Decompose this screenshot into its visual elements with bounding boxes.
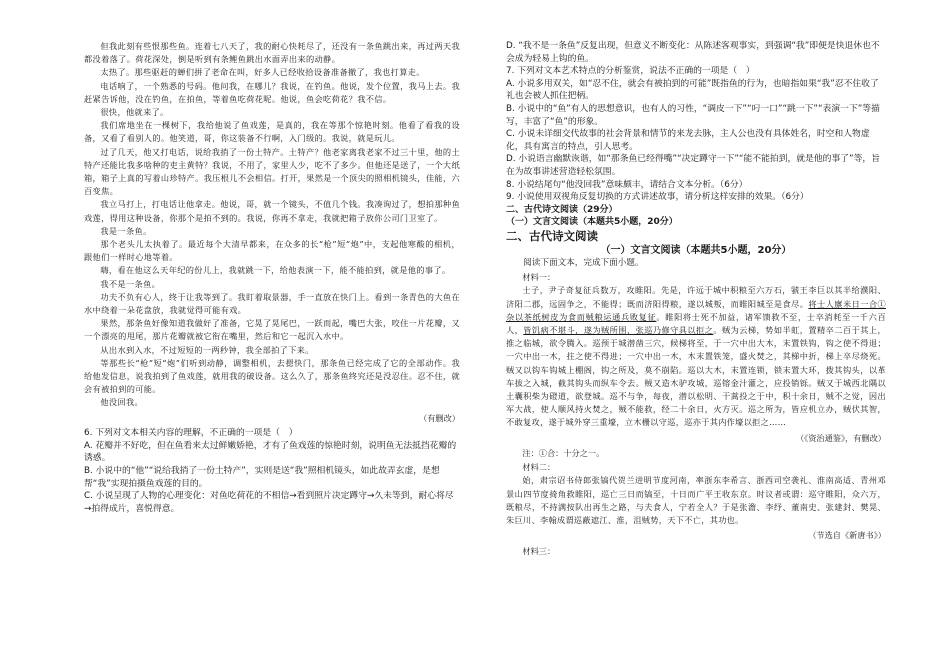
story-source: （有删改） bbox=[419, 412, 460, 423]
material-1-mid-1: 。睢阳将士死不加益，诸军馈救不至，士卒消耗至一千六百人， bbox=[506, 311, 886, 335]
right-column bbox=[506, 40, 886, 558]
q6-option-d: D. “我不是一条鱼”反复出现，但意义不断变化：从陈述客观事实，到强调“我”即便是快退休也不会成为轻易上钩的鱼。 bbox=[506, 41, 880, 64]
material-1-label: 材料一： bbox=[522, 271, 556, 282]
material-1-pre: 士子，尹子奇复征兵数万，攻睢阳。先是，许远于城中积粮至六万石，虢王李巨以其半给濮阳、济阳二郡，远固争之，不能得；既而济阳得粮，遂以城叛，而睢阳城至是食尽。 bbox=[506, 285, 886, 309]
section-heading-small: 二、古代诗文阅读（29分） bbox=[506, 204, 618, 215]
story-paragraph: 太热了。那些驱赶的蝉们拼了老命在叫，好多人已经收拾设备准备撤了，我也打算走。 bbox=[100, 67, 425, 78]
q7-stem: 7. 下列对文本艺术特点的分析鉴赏，说法不正确的一项是（ ） bbox=[506, 66, 755, 77]
story-paragraph: 但我此刻有些恨那些鱼。连着七八天了，我的耐心快耗尽了，还没有一条鱼跳出来，再过两天我都没着落了。荷花深处，倒是听到有条鲤鱼跳出水面弄出来的动静。 bbox=[84, 41, 460, 65]
material-1-underline-1: 将士人廪米日一合①杂以茶纸树皮为食而贼粮运通兵败复征 bbox=[506, 298, 886, 322]
reading-instruction: 阅读下面文本，完成下面小题。 bbox=[523, 258, 644, 269]
q7-option-d: D. 小说语言幽默诙谐，如“那条鱼已经得嘴”“决定蹲守一下”“能不能拍到，就是他的事了”等，旨在为故事讲述营造轻松氛围。 bbox=[506, 154, 880, 177]
question-9: 9. 小说使用双视角反复切换的方式讲述故事，请分析这样安排的效果。（6分） bbox=[506, 192, 809, 203]
story-paragraph: 我们席地坐在一棵树下，我给他说了鱼戏莲，是真的，我在等那个惊艳时刻。他看了看我的设备，又看了看别人的。他笑道，哥，你这装备不行啊，入门级的。我说，就是玩儿。 bbox=[84, 120, 460, 144]
q6-option-c: C. 小说呈现了人物的心理变化：对鱼吃荷花的不相信→看到照片决定蹲守→久未等到，耐心将尽→拍得成片，喜悦得意。 bbox=[84, 491, 454, 514]
left-column bbox=[84, 40, 460, 515]
q6-option-b: B. 小说中的“他”“说给我捎了一份土特产”，实则是送“我”照相机镜头，如此故弄玄虚，是想帮“我”实现拍摄鱼戏莲的目的。 bbox=[84, 466, 440, 489]
q6-stem: 6. 下列对文本相关内容的理解，不正确的一项是（ ） bbox=[84, 428, 298, 439]
story-paragraph: 我是一条鱼。 bbox=[100, 225, 152, 236]
story-paragraph: 那个老头儿太执着了。最近每个大清早都来，在众多的长“枪”短“炮”中，支起他寒酸的相机，跟他们一样时心地等着。 bbox=[84, 239, 460, 263]
material-1-note: 注：①合：十分之一。 bbox=[522, 448, 605, 459]
material-1-mid-2: 。贼为云梯，势如半虹，置精卒二百于其上，推之临城，欲令腾入。巡预于城潜凿三穴，候梯将至，于一穴中出大木，末置铁钩，钩之使不得退；一穴中出一木，拄之使不得进；一穴中出一木，木末置铁笼，盛火焚之，其梯中折，梯上卒尽烧死。贼又以钩车钩城上棚阁，钩之所及，莫不崩陷。巡以大木，末置连锁，锁末置大环，拨其钩头，以革车拔之入城，截其钩头而纵车令去。贼又造木驴攻城，巡镕金汁灌之，应投销铄。贼又于城西北隅以土囊积柴为磴道，欲登城。巡不与争，每夜，潜以松明、干蒿投之于中，积十余日，贼不之觉，因出军大战，使人顺风持火焚之，贼不能救，经二十余日，火方灭。巡之所为，皆应机立办，贼伏其智，不敢复攻，遂于城外穿三重壕，立木栅以守巡，巡亦于其内作壕以拒之…… bbox=[506, 324, 886, 428]
story-paragraph: 我不是一条鱼。 bbox=[100, 278, 161, 289]
story-paragraph: 过了几天，他又打电话，说给我捎了一份土特产。土特产？他老家离我老家不过三十里，他的土特产还能比我多啥种的吏主黄特？我说，不用了，家里人少，吃不了多少。但他还是送了，一个大纸箱，箱子上真的写着山珍特产。我压根儿不会相信。打开，果然是一个顶尖的照相机镜头，佳能，六百变焦。 bbox=[84, 146, 460, 197]
story-text bbox=[84, 40, 460, 425]
question-7 bbox=[506, 65, 886, 178]
story-paragraph: 等那些长“枪”短“炮”们听到动静，调整相机，去摁快门，那条鱼已经完成了它的全部动作。我给他发信息，说我拍到了鱼戏莲，就用我的破设备。这么久了，那条鱼终究还是没忍住。忍不住，就会有被拍到的可能。 bbox=[84, 357, 460, 395]
material-1-text bbox=[506, 284, 886, 429]
section-subheading: （一）文言文阅读（本题共5小题，20分） bbox=[600, 244, 792, 256]
q6-option-a: A. 花瓣并不好吃，但在鱼看来太过鲜嫩娇艳，才有了鱼戏莲的惊艳时刻，说明鱼无法抵挡花瓣的诱惑。 bbox=[84, 440, 457, 464]
q7-option-a: A. 小说多用双关，如“忍不住，就会有被拍到的可能”既指鱼的行为，也暗指如果“我”忍不住收了礼也会被人抓住把柄。 bbox=[506, 78, 879, 102]
material-2-source: （节选自《新唐书》） bbox=[808, 530, 886, 541]
material-1-source: （《资治通鉴》，有删改） bbox=[795, 432, 886, 443]
question-8: 8. 小说结尾句“他没回我”意味颇丰，请结合文本分析。（6分） bbox=[506, 179, 748, 190]
story-paragraph: 果然，那条鱼好像知道我做好了准备，它晃了晃尾巴，一跃而起，嘴巴大张，咬住一片花瓣，又一个漂亮的甩尾，那片花瓣就被它衔在嘴里，然后和它一起沉入水中。 bbox=[84, 318, 460, 342]
material-2-label: 材料二： bbox=[522, 461, 556, 472]
story-paragraph: 嗨，看在他这么天年纪的份儿上，我就跳一下，给他表演一下，能不能拍到，就是他的事了。 bbox=[100, 265, 451, 276]
q7-option-b: B. 小说中的“鱼”有人的思想意识，也有人的习性，“调皮一下”“叼一口”“跳一下”“表演一下”等描写，丰富了“鱼”的形象。 bbox=[506, 103, 880, 127]
story-paragraph: 很快，他就来了。 bbox=[100, 107, 169, 118]
story-paragraph: 我立马打上，打电话让他拿走。他说，哥，就一个镜头，不值几个钱。我凑询过了，想拍那种鱼戏莲，得用这种设备，你那个是拍不到的。我说，你再不拿走，我就把箱子放你公司门卫室了。 bbox=[84, 199, 460, 223]
q7-option-c: C. 小说未详细交代故事的社会背景和情节的来龙去脉，主人公也没有具体姓名，时空和人物虚化，具有寓言的特点，引人思考。 bbox=[506, 129, 870, 152]
question-6 bbox=[84, 427, 460, 515]
section-heading: 二、古代诗文阅读 bbox=[506, 228, 598, 243]
story-paragraph: 电话响了，一个熟悉的号码。他问我，在哪儿？我说，在钓鱼。他说，发个位置，我马上去。我赶紧告诉他，没在钓鱼，在拍鱼，等着鱼吃荷花呢。他说，鱼会吃荷花？我不信。 bbox=[84, 80, 460, 104]
section-subheading-small: （一）文言文阅读（本题共5小题，20分） bbox=[506, 217, 678, 228]
material-1-underline-2: 皆饥病不堪斗，遂为贼所围，张巡乃修守具以拒之 bbox=[523, 324, 714, 335]
story-paragraph: 他没回我。 bbox=[100, 397, 144, 408]
story-paragraph: 功夫不负有心人，终于让我等到了。我盯着取景器，手一直放在快门上。看到一条青色的大鱼在水中绕着一朵花盘放，我就觉得可能有戏。 bbox=[84, 291, 460, 316]
material-3-label: 材料三： bbox=[522, 545, 556, 556]
story-paragraph: 从出水到入水，不过短短的一两秒钟，我全部拍了下来。 bbox=[100, 344, 314, 355]
material-2-text: 始，肃宗诏书侍郎张镐代贺兰进明节度河南，率浙东李希言、浙西司空袭礼、淮南高适、青州邓景山四节度掎角救睢阳，巡亡三日而镐至，十日而广平王收东京。时议者或谓：巡守睢阳，众六万，既粮尽，不持满按队出再生之路，与夫食人，宁若全人？于是张澹、李纾、董南史、张建封、樊晃、朱巨川、李翰成谓巡蔽遮江、淮，沮贼势，天下不亡，其功也。 bbox=[506, 475, 886, 525]
